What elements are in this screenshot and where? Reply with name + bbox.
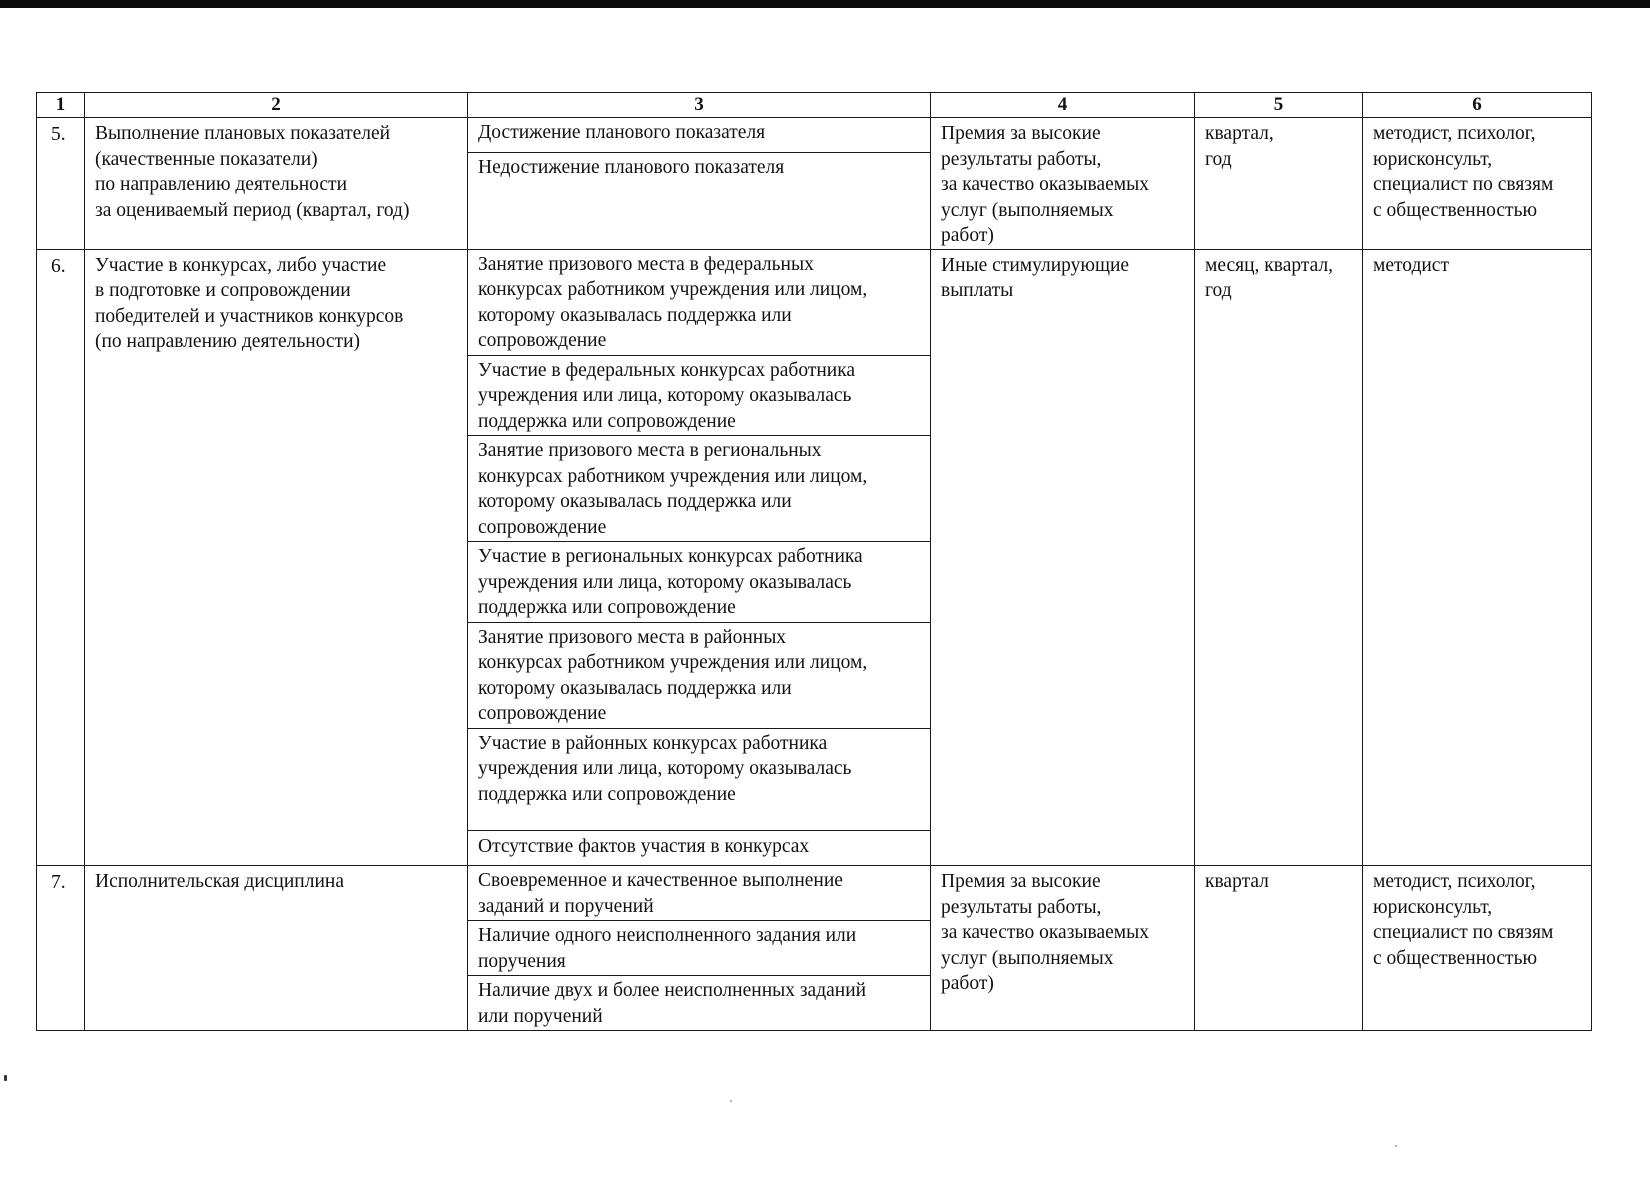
payment-line: Премия за высокие bbox=[941, 871, 1101, 892]
criterion-line: Занятие призового места в районных bbox=[478, 626, 787, 648]
period-cell bbox=[1195, 118, 1363, 250]
scan-speck bbox=[730, 1100, 732, 1102]
criteria-cell bbox=[468, 118, 931, 250]
criterion bbox=[468, 975, 930, 1030]
positions-cell bbox=[1363, 249, 1592, 866]
criterion-line: Наличие одного неисполненного задания или bbox=[478, 925, 857, 946]
criterion bbox=[468, 118, 930, 152]
criterion-line: конкурсах работником учреждения или лицом, bbox=[478, 465, 868, 487]
criterion bbox=[468, 152, 930, 182]
payment-line: за качество оказываемых bbox=[941, 174, 1149, 195]
payment-line: выплаты bbox=[941, 280, 1014, 301]
period-line: месяц, квартал, bbox=[1205, 254, 1334, 276]
payment-type-cell bbox=[931, 866, 1195, 1031]
scan-speck bbox=[4, 1075, 7, 1081]
indicator-line: Выполнение плановых показателей bbox=[95, 123, 391, 144]
position-line: с общественностью bbox=[1373, 199, 1538, 221]
row-number: 5. bbox=[37, 118, 85, 250]
incentive-criteria-table bbox=[36, 92, 1592, 1031]
indicator-cell bbox=[85, 118, 468, 250]
period-line: год bbox=[1205, 148, 1232, 170]
criterion-line: конкурсах работником учреждения или лицом, bbox=[478, 279, 868, 300]
document-page bbox=[36, 92, 1591, 1031]
indicator-line: в подготовке и сопровождении bbox=[95, 280, 351, 301]
scan-top-edge bbox=[0, 0, 1650, 8]
payment-line: Иные стимулирующие bbox=[941, 254, 1130, 276]
indicator-line: (качественные показатели) bbox=[95, 148, 318, 170]
position-line: методист, психолог, bbox=[1373, 123, 1536, 144]
period-line: квартал, bbox=[1205, 123, 1274, 144]
criterion bbox=[468, 250, 930, 355]
criterion-line: сопровождение bbox=[478, 516, 607, 538]
position-line: юрисконсульт, bbox=[1373, 148, 1493, 170]
payment-type-cell bbox=[931, 249, 1195, 866]
indicator-line: победителей и участников конкурсов bbox=[95, 305, 404, 327]
criterion-line: заданий и поручений bbox=[478, 895, 654, 917]
column-number: 2 bbox=[85, 93, 468, 118]
criterion-line: Участие в федеральных конкурсах работника bbox=[478, 359, 856, 381]
column-number: 4 bbox=[931, 93, 1195, 118]
criterion-line: конкурсах работником учреждения или лицом, bbox=[478, 652, 868, 673]
position-line: методист, психолог, bbox=[1373, 871, 1536, 892]
row-number: 6. bbox=[37, 249, 85, 866]
criterion bbox=[468, 435, 930, 541]
criterion-line: Своевременное и качественное выполнение bbox=[478, 870, 843, 891]
criterion-line: Занятие призового места в региональных bbox=[478, 440, 822, 461]
criterion-line: которому оказывалась поддержка или bbox=[478, 491, 792, 512]
criterion-line: которому оказывалась поддержка или bbox=[478, 304, 792, 326]
criterion-line: поручения bbox=[478, 950, 566, 972]
indicator-line: за оцениваемый период (квартал, год) bbox=[95, 199, 410, 221]
criteria-cell bbox=[468, 866, 931, 1031]
position-line: с общественностью bbox=[1373, 947, 1538, 969]
indicator-line: по направлению деятельности bbox=[95, 174, 348, 195]
period-cell bbox=[1195, 866, 1363, 1031]
criterion-line: Недостижение планового показателя bbox=[478, 157, 785, 178]
row-number: 7. bbox=[37, 866, 85, 1031]
criterion-line: поддержка или сопровождение bbox=[478, 783, 736, 805]
criterion-line: Наличие двух и более неисполненных заданий bbox=[478, 980, 867, 1001]
criterion bbox=[468, 355, 930, 436]
criterion-line: Занятие призового места в федеральных bbox=[478, 253, 814, 275]
positions-cell bbox=[1363, 118, 1592, 250]
column-number: 5 bbox=[1195, 93, 1363, 118]
criterion-line: Отсутствие фактов участия в конкурсах bbox=[478, 835, 810, 857]
column-number-row bbox=[37, 93, 1592, 118]
scan-speck bbox=[1395, 1145, 1397, 1147]
indicator-cell bbox=[85, 866, 468, 1031]
criterion-line: Участие в районных конкурсах работника bbox=[478, 732, 828, 754]
payment-line: результаты работы, bbox=[941, 896, 1102, 918]
criterion-line: сопровождение bbox=[478, 330, 607, 351]
payment-type-cell bbox=[931, 118, 1195, 250]
indicator-line: Участие в конкурсах, либо участие bbox=[95, 254, 387, 276]
indicator-cell bbox=[85, 249, 468, 866]
payment-line: работ) bbox=[941, 973, 994, 994]
column-number: 3 bbox=[468, 93, 931, 118]
payment-line: Премия за высокие bbox=[941, 123, 1101, 144]
criterion-line: учреждения или лица, которому оказывалась bbox=[478, 571, 852, 593]
criterion bbox=[468, 920, 930, 975]
column-number: 1 bbox=[37, 93, 85, 118]
payment-line: за качество оказываемых bbox=[941, 922, 1149, 943]
period-line: год bbox=[1205, 280, 1232, 301]
table-row bbox=[37, 249, 1592, 866]
criterion bbox=[468, 866, 930, 920]
table-row bbox=[37, 118, 1592, 250]
criterion-line: Участие в региональных конкурсах работника bbox=[478, 546, 863, 567]
period-cell bbox=[1195, 249, 1363, 866]
payment-line: услуг (выполняемых bbox=[941, 947, 1114, 969]
criterion-line: которому оказывалась поддержка или bbox=[478, 677, 792, 699]
payment-line: результаты работы, bbox=[941, 148, 1102, 170]
criteria-cell bbox=[468, 249, 931, 866]
criterion-line: Достижение планового показателя bbox=[478, 122, 766, 143]
positions-cell bbox=[1363, 866, 1592, 1031]
criterion-line: или поручений bbox=[478, 1005, 603, 1027]
column-number: 6 bbox=[1363, 93, 1592, 118]
position-line: юрисконсульт, bbox=[1373, 896, 1493, 918]
period-line: квартал bbox=[1205, 871, 1269, 892]
table-row bbox=[37, 866, 1592, 1031]
position-line: специалист по связям bbox=[1373, 922, 1554, 943]
criterion-line: поддержка или сопровождение bbox=[478, 597, 736, 618]
position-line: специалист по связям bbox=[1373, 174, 1554, 195]
criterion-line: учреждения или лица, которому оказывалась bbox=[478, 758, 852, 779]
criterion-line: поддержка или сопровождение bbox=[478, 410, 736, 432]
criterion bbox=[468, 728, 930, 830]
criterion bbox=[468, 830, 930, 866]
criterion bbox=[468, 622, 930, 728]
indicator-line: Исполнительская дисциплина bbox=[95, 871, 344, 892]
criterion bbox=[468, 541, 930, 622]
payment-line: работ) bbox=[941, 225, 994, 246]
indicator-line: (по направлению деятельности) bbox=[95, 331, 361, 352]
position-line: методист bbox=[1373, 254, 1449, 276]
criterion-line: учреждения или лица, которому оказывалась bbox=[478, 385, 852, 406]
criterion-line: сопровождение bbox=[478, 703, 607, 724]
payment-line: услуг (выполняемых bbox=[941, 199, 1114, 221]
